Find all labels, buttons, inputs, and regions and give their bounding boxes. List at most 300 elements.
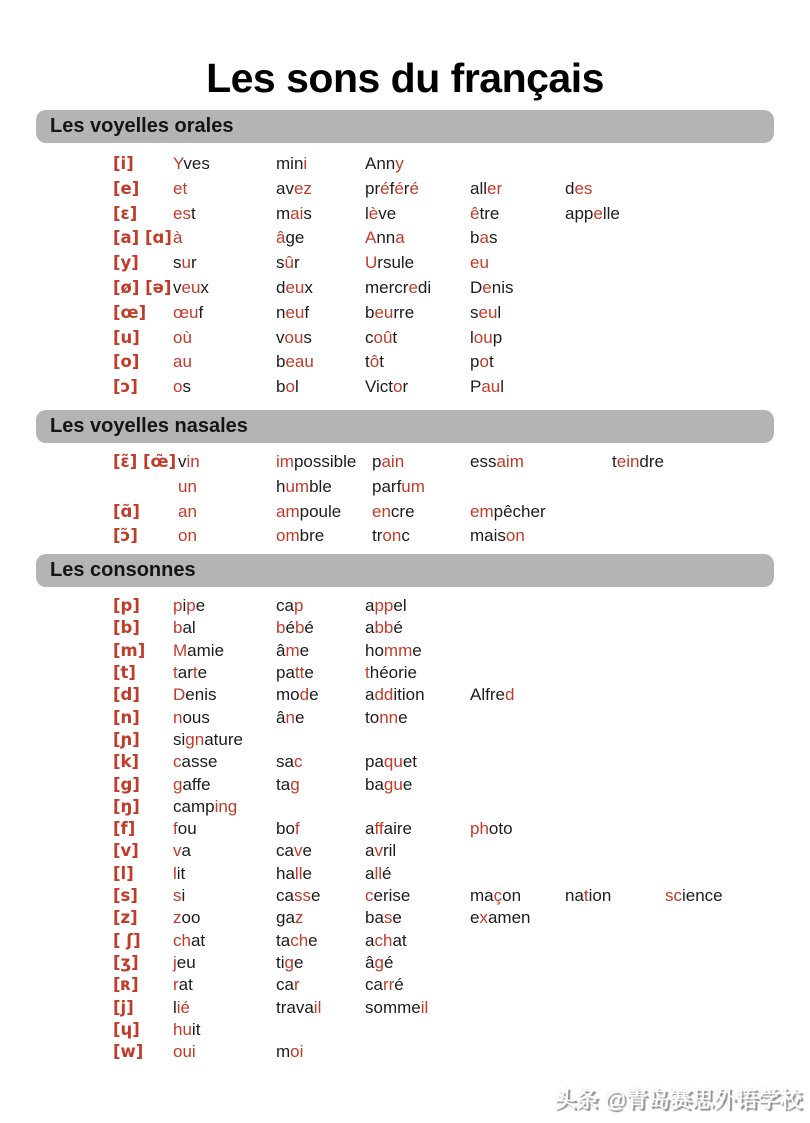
word-letters: p — [492, 327, 503, 347]
example-word — [276, 640, 365, 662]
phonetic-symbol: [f] — [113, 819, 136, 839]
phonetic-symbol: [ʒ] — [113, 952, 139, 972]
word-letters: s — [303, 327, 312, 347]
word-letters: ve — [378, 203, 397, 223]
highlighted-letters: g — [374, 952, 384, 972]
example-word — [173, 684, 276, 706]
word-letters: i — [181, 886, 186, 906]
highlighted-letters: ll — [294, 863, 303, 883]
highlighted-letters: M — [173, 640, 188, 660]
highlighted-letters: r — [293, 975, 300, 995]
word-letters: ature — [204, 729, 243, 749]
phonetic-symbol: [ʀ] — [113, 975, 139, 995]
example-word — [470, 524, 612, 549]
example-word — [365, 930, 470, 952]
example-word — [276, 595, 365, 617]
word-letters: rre — [393, 302, 415, 322]
sound-row — [113, 863, 810, 885]
word-letters: n — [276, 302, 286, 322]
word-letters: r — [402, 377, 409, 397]
highlighted-letters: ch — [290, 930, 309, 950]
phonetic-symbol: [ɛ̃] [œ̃] — [113, 451, 177, 471]
word-letters: all — [470, 178, 488, 198]
example-word — [173, 202, 276, 227]
highlighted-letters: g — [173, 774, 183, 794]
word-letters: s — [276, 253, 285, 273]
word-letters: l — [500, 377, 505, 397]
word-letters: enis — [185, 685, 217, 705]
example-word — [276, 251, 365, 276]
word-letters: dre — [639, 451, 664, 471]
example-word — [276, 662, 365, 684]
word-letters: l — [365, 203, 369, 223]
highlighted-letters: p — [186, 596, 196, 616]
example-word — [365, 997, 470, 1019]
highlighted-letters: oui — [173, 1042, 196, 1062]
word-letters: oto — [488, 819, 513, 839]
section-rows-2 — [113, 595, 810, 1063]
phonetic-symbol: [g] — [113, 774, 140, 794]
sound-row — [113, 177, 810, 202]
example-word — [470, 350, 565, 375]
highlighted-letters: t — [192, 663, 198, 683]
word-letters: ha — [276, 863, 295, 883]
word-letters: ca — [365, 975, 383, 995]
sound-row — [113, 907, 810, 929]
highlighted-letters: em — [470, 501, 494, 521]
highlighted-letters: d — [504, 685, 515, 705]
word-letters: bo — [276, 819, 295, 839]
word-letters: ves — [183, 154, 210, 173]
example-word — [173, 997, 276, 1019]
example-word — [365, 375, 470, 400]
sound-row — [113, 729, 810, 751]
example-word — [365, 177, 470, 202]
example-word — [276, 375, 365, 400]
word-letters: ga — [276, 908, 295, 928]
word-letters: b — [276, 377, 286, 397]
highlighted-letters: b — [294, 618, 305, 638]
word-letters: lle — [602, 203, 620, 223]
word-letters: f — [389, 178, 395, 198]
word-letters: e — [412, 640, 422, 660]
sound-row — [113, 152, 810, 177]
phonetic-symbol: [ɔ] — [113, 377, 138, 397]
highlighted-letters: ç — [493, 886, 503, 906]
example-word — [470, 177, 565, 202]
example-word — [173, 375, 276, 400]
example-word — [276, 684, 365, 706]
word-letters: av — [276, 178, 294, 198]
example-word — [276, 952, 365, 974]
word-letters: possible — [293, 451, 357, 471]
example-word — [173, 974, 276, 996]
example-word — [565, 202, 665, 227]
example-word — [276, 475, 372, 500]
highlighted-letters: f — [294, 819, 300, 839]
example-word — [276, 450, 372, 475]
highlighted-letters: ing — [214, 796, 238, 816]
highlighted-letters: c — [365, 886, 374, 906]
highlighted-letters: e — [593, 203, 603, 223]
word-letters: erise — [373, 886, 411, 906]
word-letters: e — [402, 774, 413, 794]
example-word — [276, 707, 365, 729]
highlighted-letters: eu — [470, 253, 489, 273]
phonetic-symbol: [ŋ] — [113, 796, 140, 816]
example-word — [470, 375, 565, 400]
highlighted-letters: i — [303, 154, 308, 173]
word-letters: ous — [182, 707, 210, 727]
word-letters: l — [470, 327, 474, 347]
highlighted-letters: b — [173, 618, 183, 638]
word-letters: héorie — [369, 663, 417, 683]
example-word — [365, 640, 470, 662]
sound-row — [113, 930, 810, 952]
highlighted-letters: r — [173, 975, 179, 995]
example-word — [276, 301, 365, 326]
word-letters: e — [195, 596, 206, 616]
word-letters: e — [302, 863, 312, 883]
watermark-text: 头条 @青岛赛思外语学校 — [554, 1087, 802, 1112]
word-letters: a — [365, 930, 375, 950]
example-word — [470, 326, 565, 351]
example-word — [173, 350, 276, 375]
sound-row — [113, 751, 810, 773]
word-letters: b — [365, 302, 375, 322]
example-word — [470, 450, 612, 475]
phonetic-symbol: [v] — [113, 841, 139, 861]
word-letters: a — [365, 618, 375, 638]
sound-row — [113, 684, 810, 706]
example-word — [365, 774, 470, 796]
sound-row — [113, 276, 810, 301]
sound-row — [113, 707, 810, 729]
example-word — [173, 251, 276, 276]
word-letters: f — [304, 302, 310, 322]
highlighted-letters: in — [186, 451, 200, 471]
highlighted-letters: qu — [383, 752, 403, 772]
word-letters: â — [365, 952, 375, 972]
example-word — [612, 450, 810, 475]
example-word — [470, 684, 565, 706]
example-word — [276, 350, 365, 375]
word-letters: pa — [365, 752, 384, 772]
word-letters: et — [402, 752, 418, 772]
example-word — [173, 226, 276, 251]
example-word — [470, 276, 565, 301]
highlighted-letters: û — [284, 253, 294, 273]
section-heading-label: Les consonnes — [50, 559, 196, 582]
highlighted-letters: gn — [185, 729, 205, 749]
word-letters: r — [190, 253, 197, 273]
example-word — [173, 301, 276, 326]
sound-row — [113, 997, 810, 1019]
example-word — [173, 276, 276, 301]
highlighted-letters: mm — [383, 640, 413, 660]
highlighted-letters: s — [173, 886, 182, 906]
example-word — [365, 202, 470, 227]
example-word — [365, 751, 470, 773]
phonetic-symbol: [i] — [113, 154, 134, 173]
highlighted-letters: é — [380, 178, 390, 198]
highlighted-letters: ou — [284, 327, 304, 347]
sound-row — [113, 662, 810, 684]
highlighted-letters: v — [374, 841, 383, 861]
section-rows-0 — [113, 152, 810, 400]
example-word — [365, 907, 470, 929]
phonetic-symbol: [m] — [113, 640, 146, 660]
word-letters: somme — [365, 997, 421, 1017]
highlighted-letters: um — [401, 476, 425, 496]
highlighted-letters: U — [365, 253, 378, 273]
example-word — [173, 1019, 276, 1041]
example-word — [470, 226, 565, 251]
highlighted-letters: m — [285, 640, 300, 660]
example-word — [178, 475, 276, 500]
highlighted-letters: é — [394, 178, 404, 198]
word-letters: ble — [309, 476, 332, 496]
word-letters: p — [470, 352, 480, 372]
word-letters: Alfre — [470, 685, 505, 705]
word-letters: e — [299, 640, 310, 660]
word-letters: t — [190, 203, 196, 223]
sound-row — [113, 251, 810, 276]
example-word — [178, 524, 276, 549]
example-word — [276, 1041, 365, 1063]
word-letters: e — [398, 707, 408, 727]
word-letters: d — [276, 277, 286, 297]
example-word — [365, 952, 470, 974]
word-letters: a — [365, 819, 375, 839]
word-letters: ition — [393, 685, 425, 705]
word-letters: to — [365, 707, 380, 727]
word-letters: a — [365, 596, 375, 616]
sound-row — [113, 350, 810, 375]
word-letters: x — [200, 277, 209, 297]
example-word — [470, 907, 565, 929]
word-letters: é — [304, 618, 314, 638]
example-word — [276, 226, 365, 251]
example-word — [365, 326, 470, 351]
highlighted-letters: b — [276, 618, 286, 638]
word-letters: Ann — [365, 154, 396, 173]
word-letters: parf — [372, 476, 402, 496]
highlighted-letters: aim — [496, 451, 524, 471]
word-letters: poule — [299, 501, 342, 521]
word-letters: â — [276, 640, 286, 660]
sound-row — [113, 640, 810, 662]
word-letters: e — [294, 707, 305, 727]
highlighted-letters: eu — [285, 302, 305, 322]
word-letters: P — [470, 377, 482, 397]
highlighted-letters: j — [173, 952, 177, 972]
example-word — [365, 251, 470, 276]
word-letters: al — [182, 618, 196, 638]
word-letters: cre — [390, 501, 415, 521]
word-letters: mercr — [365, 277, 409, 297]
highlighted-letters: é — [409, 178, 419, 198]
example-word — [365, 684, 470, 706]
word-letters: amie — [187, 640, 225, 660]
highlighted-letters: ez — [293, 178, 312, 198]
sound-row — [113, 1019, 810, 1041]
phonetic-symbol: [w] — [113, 1042, 144, 1062]
word-letters: ar — [177, 663, 193, 683]
highlighted-letters: oi — [290, 1042, 304, 1062]
sound-row — [113, 774, 810, 796]
sound-row — [113, 450, 810, 475]
word-letters: sa — [276, 752, 294, 772]
highlighted-letters: t — [583, 886, 589, 906]
example-word — [365, 707, 470, 729]
word-letters: ma — [470, 886, 494, 906]
highlighted-letters: D — [173, 685, 186, 705]
highlighted-letters: un — [178, 476, 197, 496]
section-header-voyelles-nasales — [36, 410, 774, 443]
phonetic-symbol: [ɔ̃] — [113, 526, 138, 546]
phonetic-symbol: [ɲ] — [113, 729, 140, 749]
word-letters: t — [488, 352, 494, 372]
example-word — [365, 863, 470, 885]
highlighted-letters: è — [368, 203, 379, 223]
example-word — [173, 640, 276, 662]
word-letters: ess — [470, 451, 497, 471]
word-letters: ta — [276, 774, 291, 794]
highlighted-letters: c — [173, 752, 182, 772]
example-word — [173, 885, 276, 907]
word-letters: l — [173, 997, 177, 1017]
highlighted-letters: s — [383, 908, 393, 928]
highlighted-letters: z — [173, 908, 182, 928]
word-letters: Vict — [365, 377, 394, 397]
word-letters: s — [182, 377, 191, 397]
highlighted-letters: g — [284, 952, 294, 972]
highlighted-letters: f — [173, 819, 178, 839]
word-letters: l — [294, 377, 299, 397]
word-letters: at — [178, 975, 193, 995]
highlighted-letters: gu — [383, 774, 403, 794]
page-title: Les sons du français — [206, 55, 604, 101]
word-letters: el — [393, 596, 407, 616]
phonetic-symbol: [a] [ɑ] — [113, 228, 172, 248]
highlighted-letters: ff — [374, 819, 384, 839]
word-letters: na — [565, 886, 584, 906]
word-letters: i — [182, 596, 187, 616]
example-word — [276, 276, 365, 301]
highlighted-letters: ch — [374, 930, 393, 950]
highlighted-letters: il — [420, 997, 429, 1017]
example-word — [565, 885, 665, 907]
example-word — [173, 152, 276, 177]
sound-row — [113, 301, 810, 326]
example-word — [665, 885, 810, 907]
example-word — [173, 662, 276, 684]
phonetic-symbol: [ɥ] — [113, 1019, 140, 1039]
highlighted-letters: c — [293, 752, 303, 772]
highlighted-letters: es — [574, 178, 593, 198]
word-letters: D — [470, 277, 483, 297]
example-word — [178, 450, 276, 475]
example-word — [276, 177, 365, 202]
phonetic-symbol: [ ʃ] — [113, 930, 141, 950]
example-word — [365, 595, 470, 617]
highlighted-letters: ê — [470, 203, 480, 223]
highlighted-letters: bb — [374, 618, 394, 638]
highlighted-letters: A — [365, 228, 377, 248]
example-word — [276, 930, 365, 952]
example-word — [173, 863, 276, 885]
sound-row — [113, 226, 810, 251]
sound-row — [113, 475, 810, 500]
highlighted-letters: hu — [173, 1019, 192, 1039]
example-word — [173, 326, 276, 351]
example-word — [276, 152, 365, 177]
phonetic-symbol: [e] — [113, 178, 140, 198]
word-letters: e — [197, 663, 208, 683]
word-letters: b — [276, 352, 286, 372]
section-header-voyelles-orales — [36, 110, 774, 143]
section-heading-label: Les voyelles nasales — [50, 414, 248, 437]
example-word — [365, 226, 470, 251]
example-word — [173, 952, 276, 974]
highlighted-letters: e — [482, 277, 492, 297]
phonetic-symbol: [y] — [113, 253, 139, 273]
word-letters: m — [276, 1042, 291, 1062]
sound-row — [113, 375, 810, 400]
word-letters: at — [190, 930, 206, 950]
highlighted-letters: à — [173, 228, 183, 248]
word-letters: t — [365, 352, 370, 372]
highlighted-letters: x — [479, 908, 488, 928]
phonetic-symbol: [z] — [113, 908, 138, 928]
highlighted-letters: o — [285, 377, 295, 397]
word-letters: t — [612, 451, 617, 471]
example-word — [372, 500, 470, 525]
word-letters: si — [173, 729, 186, 749]
example-word — [276, 617, 365, 639]
example-word — [173, 840, 276, 862]
word-letters: s — [303, 203, 312, 223]
sound-row — [113, 500, 810, 525]
example-word — [173, 930, 276, 952]
highlighted-letters: v — [293, 841, 303, 861]
word-letters: v — [173, 277, 182, 297]
word-letters: s — [173, 253, 182, 273]
highlighted-letters: o — [173, 377, 183, 397]
highlighted-letters: d — [299, 685, 310, 705]
word-letters: eu — [176, 952, 196, 972]
highlighted-letters: om — [276, 526, 300, 546]
word-letters: s — [488, 228, 498, 248]
word-letters: r — [403, 178, 410, 198]
example-word — [276, 751, 365, 773]
example-word — [178, 500, 276, 525]
word-letters: ca — [276, 975, 294, 995]
example-word — [276, 885, 365, 907]
highlighted-letters: y — [395, 154, 404, 173]
phonetic-symbol: [œ] — [113, 302, 147, 322]
word-letters: é — [382, 863, 392, 883]
highlighted-letters: ph — [470, 819, 489, 839]
highlighted-letters: oû — [373, 327, 393, 347]
word-letters: ti — [276, 952, 285, 972]
word-letters: é — [394, 975, 404, 995]
sound-row — [113, 885, 810, 907]
word-letters: e — [308, 930, 318, 950]
highlighted-letters: n — [285, 707, 295, 727]
word-letters: nis — [491, 277, 514, 297]
